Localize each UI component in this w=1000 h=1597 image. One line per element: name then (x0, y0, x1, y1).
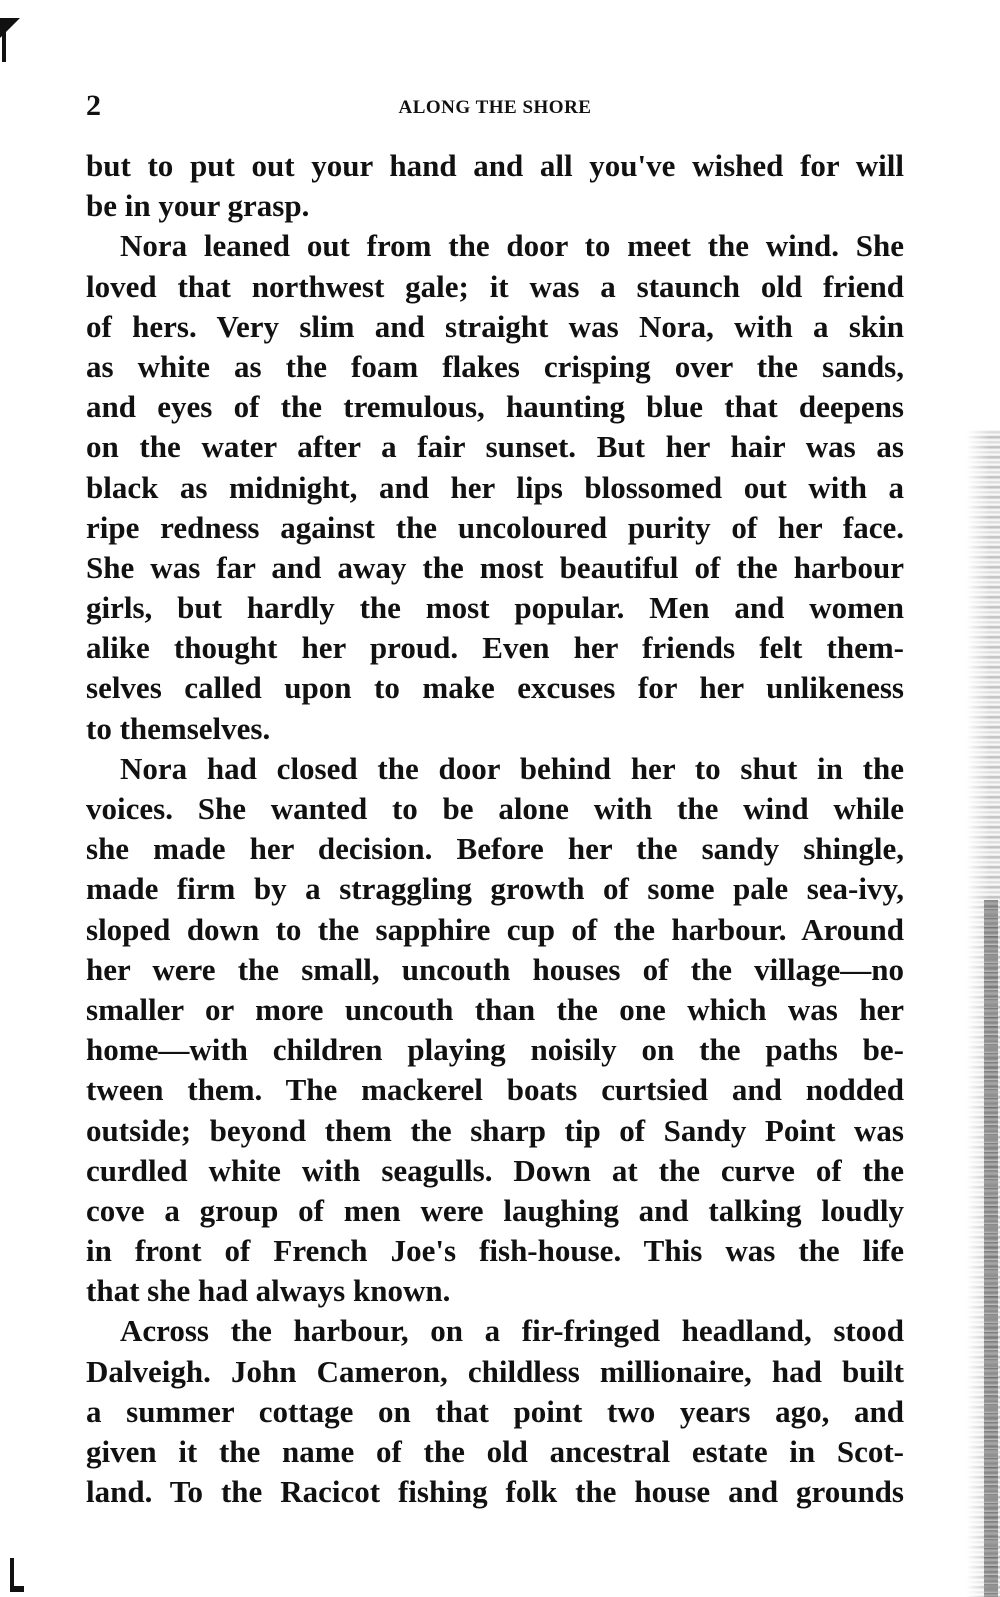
text-line: sloped down to the sapphire cup of the harbour. Around (86, 911, 904, 947)
text-line: cove a group of men were laughing and talking loudly (86, 1192, 904, 1228)
paragraph-1 (86, 146, 904, 226)
text-line: in front of French Joe's fish-house. This was the life (86, 1233, 904, 1269)
text-line: be in your grasp. (86, 188, 310, 224)
text-line: ripe redness against the uncoloured purity of her face. (86, 509, 904, 545)
text-line: given it the name of the old ancestral estate in Scot- (86, 1434, 904, 1469)
scan-corner-mark-top-stem (2, 22, 6, 62)
text-line: made firm by a straggling growth of some pale sea-ivy, (86, 871, 904, 907)
text-line: outside; beyond them the sharp tip of Sandy Point was (86, 1112, 904, 1148)
text-line: a summer cottage on that point two years ago, and (86, 1393, 904, 1429)
text-line: Across the harbour, on a fir-fringed headland, stood (120, 1313, 904, 1349)
text-line: curdled white with seagulls. Down at the curve of the (86, 1152, 904, 1188)
text-line: but to put out your hand and all you've wished for will (86, 148, 904, 183)
text-line: Dalveigh. John Cameron, childless millionaire, had built (86, 1353, 904, 1389)
text-line: She was far and away the most beautiful of the harbour (86, 549, 904, 585)
page-number: 2 (86, 89, 101, 122)
body-text (86, 146, 904, 1512)
running-head: ALONG THE SHORE (398, 97, 592, 118)
text-line: alike thought her proud. Even her friends felt them- (86, 630, 904, 666)
text-line: and eyes of the tremulous, haunting blue that deepens (86, 389, 904, 425)
paragraph-4 (86, 1311, 904, 1512)
text-line: land. To the Racicot fishing folk the house and grounds (86, 1474, 904, 1510)
text-line: loved that northwest gale; it was a staunch old friend (86, 268, 904, 304)
text-line: voices. She wanted to be alone with the wind while (86, 791, 904, 826)
text-line: Nora leaned out from the door to meet the wind. She (120, 228, 904, 264)
text-line: smaller or more uncouth than the one which was her (86, 991, 904, 1027)
paragraph-3 (86, 749, 904, 1312)
text-line: that she had always known. (86, 1273, 451, 1309)
scan-gutter-shadow-dark (984, 900, 998, 1597)
text-line: on the water after a fair sunset. But her hair was as (86, 429, 904, 465)
text-line: as white as the foam flakes crisping over the sands, (86, 348, 904, 384)
text-line: Nora had closed the door behind her to shut in the (120, 750, 904, 786)
page-header (86, 86, 904, 126)
text-line: girls, but hardly the most popular. Men and women (86, 590, 904, 626)
text-line: black as midnight, and her lips blossomed out with a (86, 469, 904, 505)
text-line: tween them. The mackerel boats curtsied and nodded (86, 1072, 904, 1108)
paragraph-2 (86, 226, 904, 748)
text-line: of hers. Very slim and straight was Nora, with a skin (86, 308, 904, 344)
text-line: she made her decision. Before her the sandy shingle, (86, 831, 904, 867)
text-line: selves called upon to make excuses for her unlikeness (86, 670, 904, 706)
text-line: home—with children playing noisily on the paths be- (86, 1032, 904, 1068)
text-line: her were the small, uncouth houses of the village—no (86, 951, 904, 987)
scan-corner-mark-bottom-foot (10, 1586, 24, 1592)
text-line: to themselves. (86, 710, 271, 746)
